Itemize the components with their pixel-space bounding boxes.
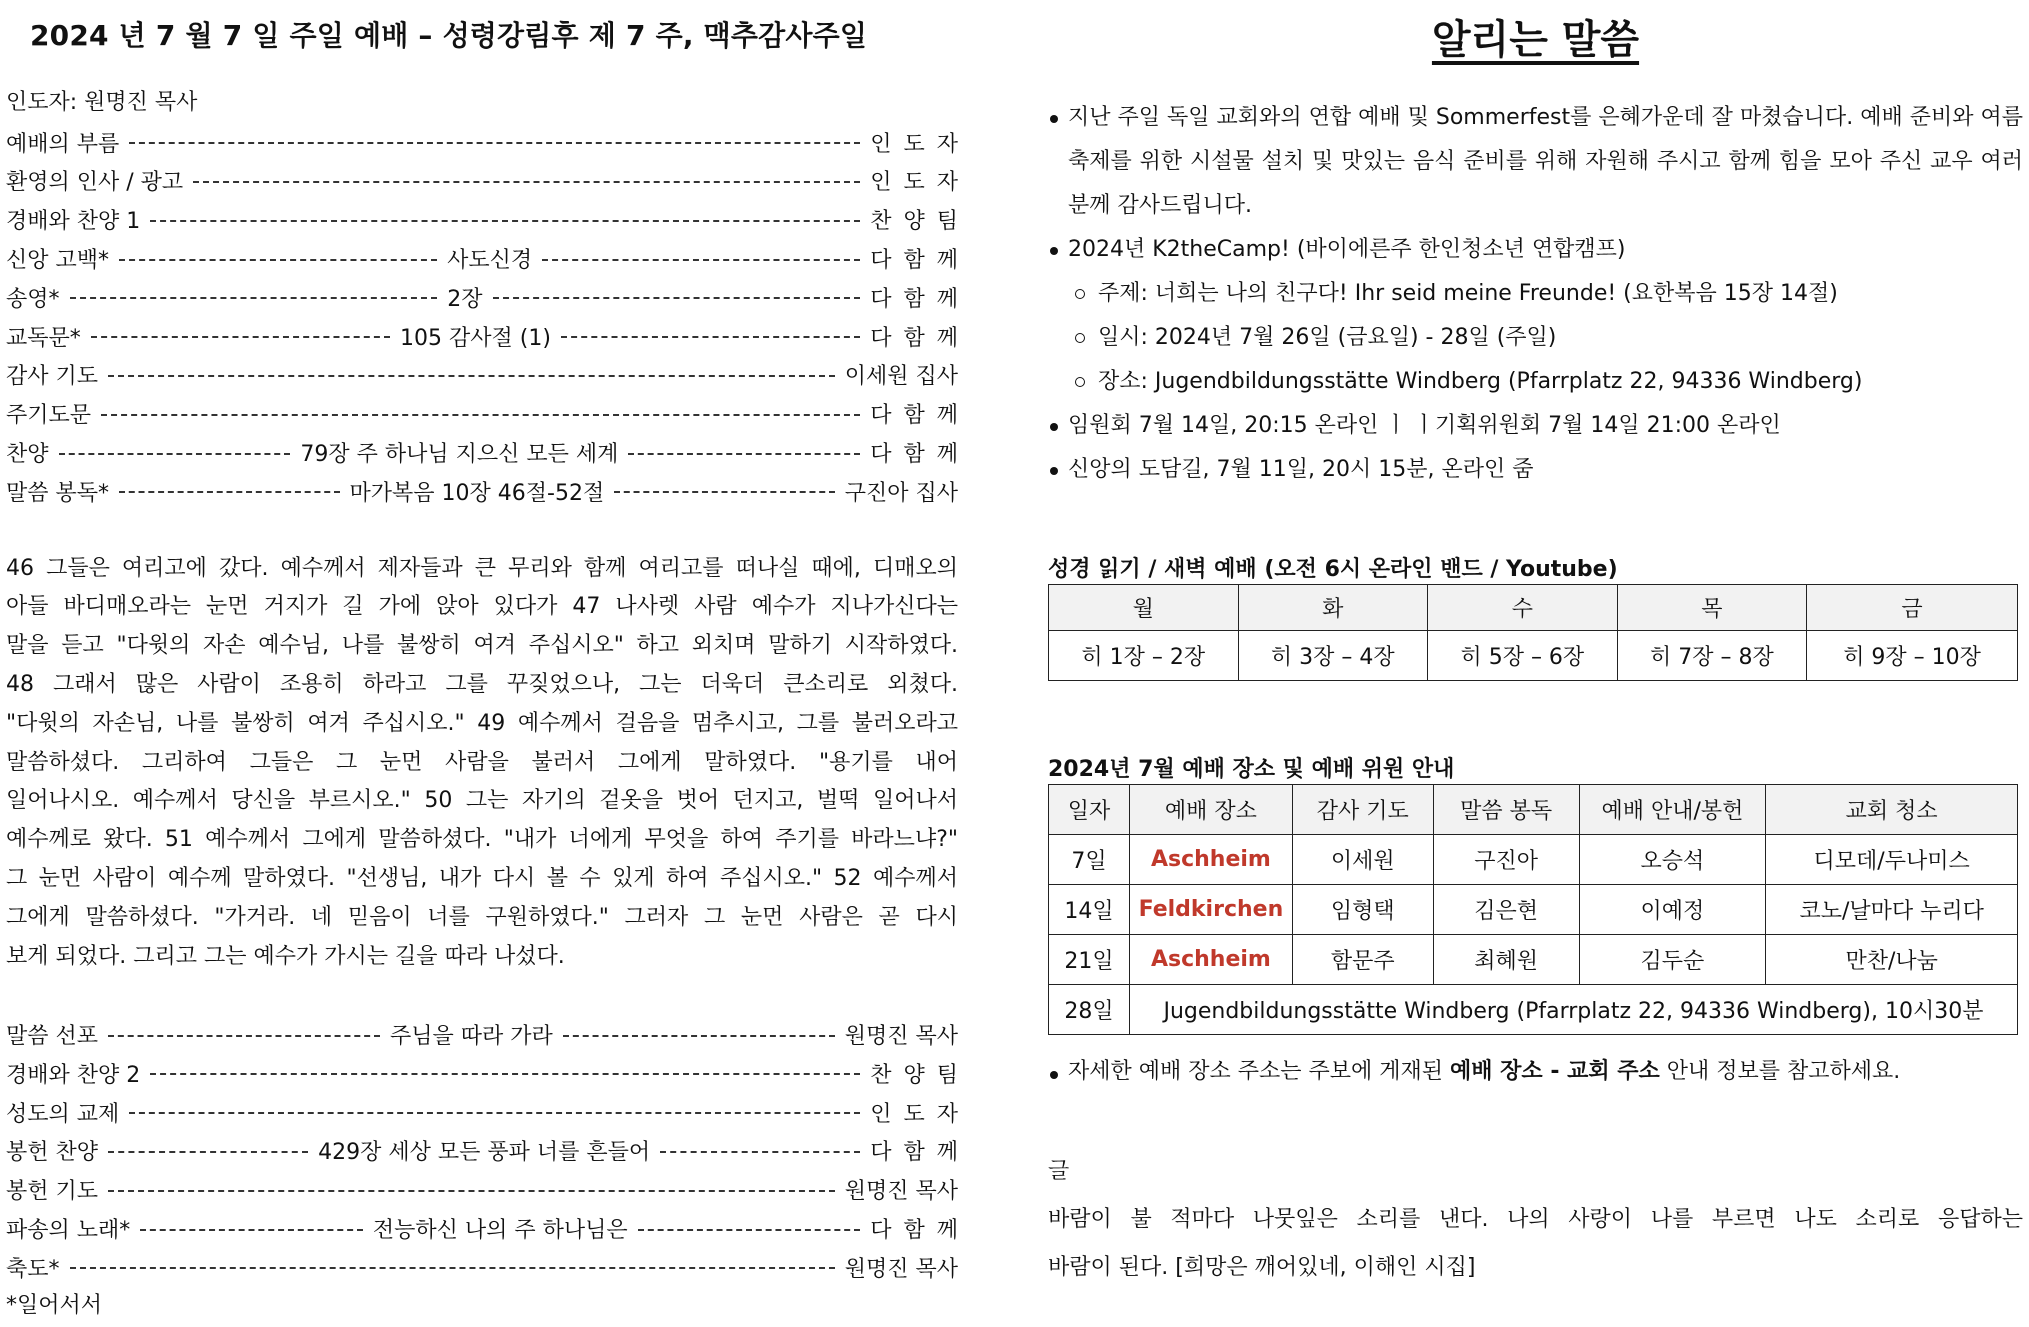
table-row <box>1049 835 2018 885</box>
column-header: 교회 청소 <box>1766 785 2018 835</box>
order-item-leader: 다함께 <box>870 325 970 351</box>
dashed-leader <box>140 1229 363 1231</box>
scripture-line: 보게 되었다. 그리고 그는 예수가 가시는 길을 따라 나섰다. <box>6 943 565 969</box>
dashed-leader <box>561 336 860 338</box>
cell-date: 28일 <box>1049 985 1130 1035</box>
reading-cell: 히 9장 – 10장 <box>1807 631 2018 681</box>
dashed-leader <box>108 375 835 377</box>
order-item-detail: 105 감사절 (1) <box>400 325 551 351</box>
order-item <box>6 1015 958 1054</box>
scripture-line: 예수께로 왔다. 51 예수께서 그에게 말씀하셨다. "내가 너에게 무엇을 하여 주기를 바라느냐?" <box>6 827 958 853</box>
scripture-line: 그 눈먼 사람이 예수께 말하였다. "선생님, 내가 다시 볼 수 있게 하여 주십시오." 52 예수께서 <box>6 865 958 891</box>
cell-prayer: 함문주 <box>1292 935 1433 985</box>
order-item-leader: 다함께 <box>870 442 970 468</box>
table-row <box>1049 985 2018 1035</box>
address-note: 자세한 예배 장소 주소는 주보에 게재된 예배 장소 - 교회 주소 안내 정보를 참고하세요. <box>1048 1052 2023 1092</box>
scripture-line: "다윗의 자손님, 나를 불쌍히 여겨 주십시오." 49 예수께서 걸음을 멈추시고, 그를 불러오라고 <box>6 710 958 736</box>
table-row <box>1049 935 2018 985</box>
dashed-leader <box>129 142 860 144</box>
announcement-subitem: 장소: Jugendbildungsstätte Windberg (Pfarrplatz 22, 94336 Windberg) <box>1048 360 2023 404</box>
scripture-line: 아들 바디매오라는 눈먼 거지가 길 가에 앉아 있다가 47 나사렛 사람 예수가 지나가신다는 <box>6 594 958 620</box>
order-item-label: 신앙 고백* <box>6 248 110 274</box>
service-schedule-table <box>1048 784 2018 1035</box>
announcements-title: 알리는 말씀 <box>1431 17 1640 63</box>
announcement-subitem: 주제: 너희는 나의 친구다! Ihr seid meine Freunde! (요한복음 15장 14절) <box>1048 272 2023 316</box>
order-item-leader: 다함께 <box>870 286 970 312</box>
weekday-header: 금 <box>1807 585 2018 631</box>
announcement-item: 신앙의 도담길, 7월 11일, 20시 15분, 온라인 줌 <box>1048 448 2023 492</box>
order-item-leader: 찬양팀 <box>870 1062 970 1088</box>
order-item-detail: 전능하신 나의 주 하나님은 <box>372 1218 628 1243</box>
weekday-header: 수 <box>1428 585 1618 631</box>
order-item <box>6 1170 958 1209</box>
worship-title: 2024 년 7 월 7 일 주일 예배 – 성령강림후 제 7 주, 맥추감사주일 <box>30 19 868 52</box>
order-item-leader: 인도자 <box>870 1101 970 1127</box>
dashed-leader <box>108 1190 835 1192</box>
announcement-item: 지난 주일 독일 교회와의 연합 예배 및 Sommerfest를 은혜가운데 잘 마쳤습니다. 예배 준비와 여름 축제를 위한 시설물 설치 및 맛있는 음식 준비를 위해 자원해 주시고 함께 힘을 모아 주신 교우 여러분께 감사드립니다. <box>1048 96 2023 228</box>
order-item <box>6 1132 971 1171</box>
order-item-leader: 구진아 집사 <box>844 480 959 506</box>
dashed-leader <box>119 491 340 493</box>
order-item <box>6 162 970 201</box>
cell-cleaning: 코노/날마다 누리다 <box>1766 885 2018 935</box>
order-item <box>6 200 970 239</box>
bible-reading-heading: 성경 읽기 / 새벽 예배 (오전 6시 온라인 밴드 / Youtube) <box>1048 557 1618 582</box>
order-item <box>6 317 970 356</box>
dashed-leader <box>108 1151 308 1153</box>
dashed-leader <box>119 259 437 261</box>
scripture-text <box>6 550 958 977</box>
order-item <box>6 1248 958 1287</box>
reading-cell: 히 3장 – 4장 <box>1238 631 1428 681</box>
cell-reading: 최혜원 <box>1433 935 1579 985</box>
announcements-panel <box>1048 0 2023 1327</box>
bible-reading-table <box>1048 584 2018 681</box>
cell-usher: 오승석 <box>1579 835 1766 885</box>
weekday-header: 화 <box>1238 585 1428 631</box>
order-item-label: 파송의 노래* <box>6 1218 131 1243</box>
order-item-label: 감사 기도 <box>6 364 99 390</box>
order-item-leader: 원명진 목사 <box>844 1024 959 1050</box>
column-header: 일자 <box>1049 785 1130 835</box>
order-item-leader: 인도자 <box>870 131 970 157</box>
cell-usher: 이예정 <box>1579 885 1766 935</box>
order-item-leader: 다함께 <box>870 403 970 429</box>
order-item-leader: 다함께 <box>870 248 971 274</box>
order-item-label: 경배와 찬양 1 <box>6 209 141 235</box>
dashed-leader <box>70 297 438 299</box>
order-item-leader: 원명진 목사 <box>844 1256 958 1282</box>
leader-line: 인도자: 원명진 목사 <box>6 90 198 115</box>
dashed-leader <box>614 491 835 493</box>
order-item-detail: 사도신경 <box>447 248 533 274</box>
cell-cleaning: 만찬/나눔 <box>1766 935 2018 985</box>
order-item <box>6 1054 970 1093</box>
order-item <box>6 356 958 395</box>
column-header: 예배 안내/봉헌 <box>1579 785 1766 835</box>
scripture-line: 말을 듣고 "다윗의 자손 예수님, 나를 불쌍히 여겨 주십시오" 하고 외치며 말하기 시작하였다. <box>6 633 958 659</box>
scripture-line: 말씀하셨다. 그리하여 그들은 그 눈먼 사람을 불러서 그에게 말하였다. "용기를 내어 <box>6 749 958 775</box>
order-item-leader: 찬양팀 <box>870 209 970 235</box>
dashed-leader <box>563 1035 835 1037</box>
dashed-leader <box>129 1112 860 1114</box>
weekday-header: 월 <box>1049 585 1239 631</box>
order-item-detail: 2장 <box>447 286 483 312</box>
order-item-detail: 주님을 따라 가라 <box>390 1024 553 1050</box>
table-row <box>1049 885 2018 935</box>
order-item <box>6 278 970 317</box>
dashed-leader <box>628 453 860 455</box>
reading-cell: 히 7장 – 8장 <box>1617 631 1807 681</box>
column-header: 감사 기도 <box>1292 785 1433 835</box>
cell-reading: 김은현 <box>1433 885 1579 935</box>
cell-place: Feldkirchen <box>1129 885 1292 935</box>
announcement-list <box>1048 96 2023 492</box>
cell-place: Aschheim <box>1129 935 1292 985</box>
cell-prayer: 임형택 <box>1292 885 1433 935</box>
reading-cell: 히 1장 – 2장 <box>1049 631 1239 681</box>
order-item <box>6 472 958 511</box>
order-item <box>6 1209 971 1248</box>
dashed-leader <box>108 1035 380 1037</box>
writing-heading: 글 <box>1048 1159 1070 1184</box>
announcement-subitem: 일시: 2024년 7월 26일 (금요일) - 28일 (주일) <box>1048 316 2023 360</box>
cell-cleaning: 디모데/두나미스 <box>1766 835 2018 885</box>
worship-body <box>6 84 971 1326</box>
cell-usher: 김두순 <box>1579 935 1766 985</box>
cell-date: 14일 <box>1049 885 1130 935</box>
order-item-label: 경배와 찬양 2 <box>6 1062 141 1088</box>
scripture-line: 그에게 말씀하셨다. "가거라. 네 믿음이 너를 구원하였다." 그러자 그 눈먼 사람은 곧 다시 <box>6 904 958 930</box>
announcement-item: 2024년 K2theCamp! (바이에른주 한인청소년 연합캠프) <box>1048 228 2023 272</box>
order-item <box>6 239 971 278</box>
order-item-label: 말씀 선포 <box>6 1024 99 1050</box>
order-item-leader: 이세원 집사 <box>844 364 958 390</box>
order-item-label: 환영의 인사 / 광고 <box>6 170 184 196</box>
order-item-leader: 다함께 <box>870 1140 971 1166</box>
order-item-detail: 79장 주 하나님 지으신 모든 세계 <box>300 442 619 468</box>
dashed-leader <box>101 414 860 416</box>
order-item-detail: 마가복음 10장 46절-52절 <box>349 480 605 506</box>
dashed-leader <box>150 220 860 222</box>
order-item-label: 축도* <box>6 1256 60 1282</box>
standing-footnote: *일어서서 <box>6 1292 103 1318</box>
reading-cell: 히 5장 – 6장 <box>1428 631 1618 681</box>
dashed-leader <box>193 181 860 183</box>
column-header: 말씀 봉독 <box>1433 785 1579 835</box>
order-item-label: 주기도문 <box>6 403 92 429</box>
order-item-leader: 원명진 목사 <box>844 1179 958 1205</box>
order-item-leader: 다함께 <box>870 1218 971 1243</box>
scripture-line: 48 그래서 많은 사람이 조용히 하라고 그를 꾸짖었으나, 그는 더욱더 큰소리로 외쳤다. <box>6 671 958 697</box>
order-of-worship <box>6 0 971 1327</box>
dashed-leader <box>70 1267 835 1269</box>
order-item-detail: 429장 세상 모든 풍파 너를 흔들어 <box>318 1140 651 1166</box>
order-item <box>6 123 970 162</box>
column-header: 예배 장소 <box>1129 785 1292 835</box>
service-schedule-heading: 2024년 7월 예배 장소 및 예배 위원 안내 <box>1048 757 1455 782</box>
cell-prayer: 이세원 <box>1292 835 1433 885</box>
order-item-label: 찬양 <box>6 442 49 468</box>
order-list-1 <box>6 123 971 511</box>
order-item-label: 교독문* <box>6 325 81 351</box>
dashed-leader <box>660 1151 860 1153</box>
order-item-label: 말씀 봉독* <box>6 480 110 506</box>
dashed-leader <box>493 297 861 299</box>
order-list-2 <box>6 1015 971 1287</box>
cell-retreat-location: Jugendbildungsstätte Windberg (Pfarrplatz 22, 94336 Windberg), 10시30분 <box>1129 985 2017 1035</box>
order-item-label: 성도의 교제 <box>6 1101 120 1127</box>
weekday-header: 목 <box>1617 585 1807 631</box>
dashed-leader <box>542 259 860 261</box>
cell-date: 7일 <box>1049 835 1130 885</box>
order-item <box>6 1093 970 1132</box>
order-item-label: 예배의 부름 <box>6 131 120 157</box>
scripture-line: 46 그들은 여리고에 갔다. 예수께서 제자들과 큰 무리와 함께 여리고를 떠나실 때에, 디매오의 <box>6 555 958 581</box>
cell-place: Aschheim <box>1129 835 1292 885</box>
dashed-leader <box>91 336 390 338</box>
order-item <box>6 394 970 433</box>
order-item-leader: 인도자 <box>870 170 970 196</box>
cell-reading: 구진아 <box>1433 835 1579 885</box>
writing-quote: 바람이 불 적마다 나뭇잎은 소리를 낸다. 나의 사랑이 나를 부르면 나도 소리로 응답하는 바람이 된다. [희망은 깨어있네, 이해인 시집] <box>1048 1207 2023 1280</box>
dashed-leader <box>150 1073 860 1075</box>
scripture-line: 일어나시오. 예수께서 당신을 부르시오." 50 그는 자기의 겉옷을 벗어 던지고, 벌떡 일어나서 <box>6 788 958 814</box>
order-item-label: 봉헌 기도 <box>6 1179 99 1205</box>
order-item <box>6 433 970 472</box>
order-item-label: 송영* <box>6 286 60 312</box>
announcement-item: 임원회 7월 14일, 20:15 온라인 ㅣ ㅣ기획위원회 7월 14일 21:00 온라인 <box>1048 404 2023 448</box>
cell-date: 21일 <box>1049 935 1130 985</box>
order-item-label: 봉헌 찬양 <box>6 1140 99 1166</box>
dashed-leader <box>638 1229 861 1231</box>
dashed-leader <box>59 453 291 455</box>
